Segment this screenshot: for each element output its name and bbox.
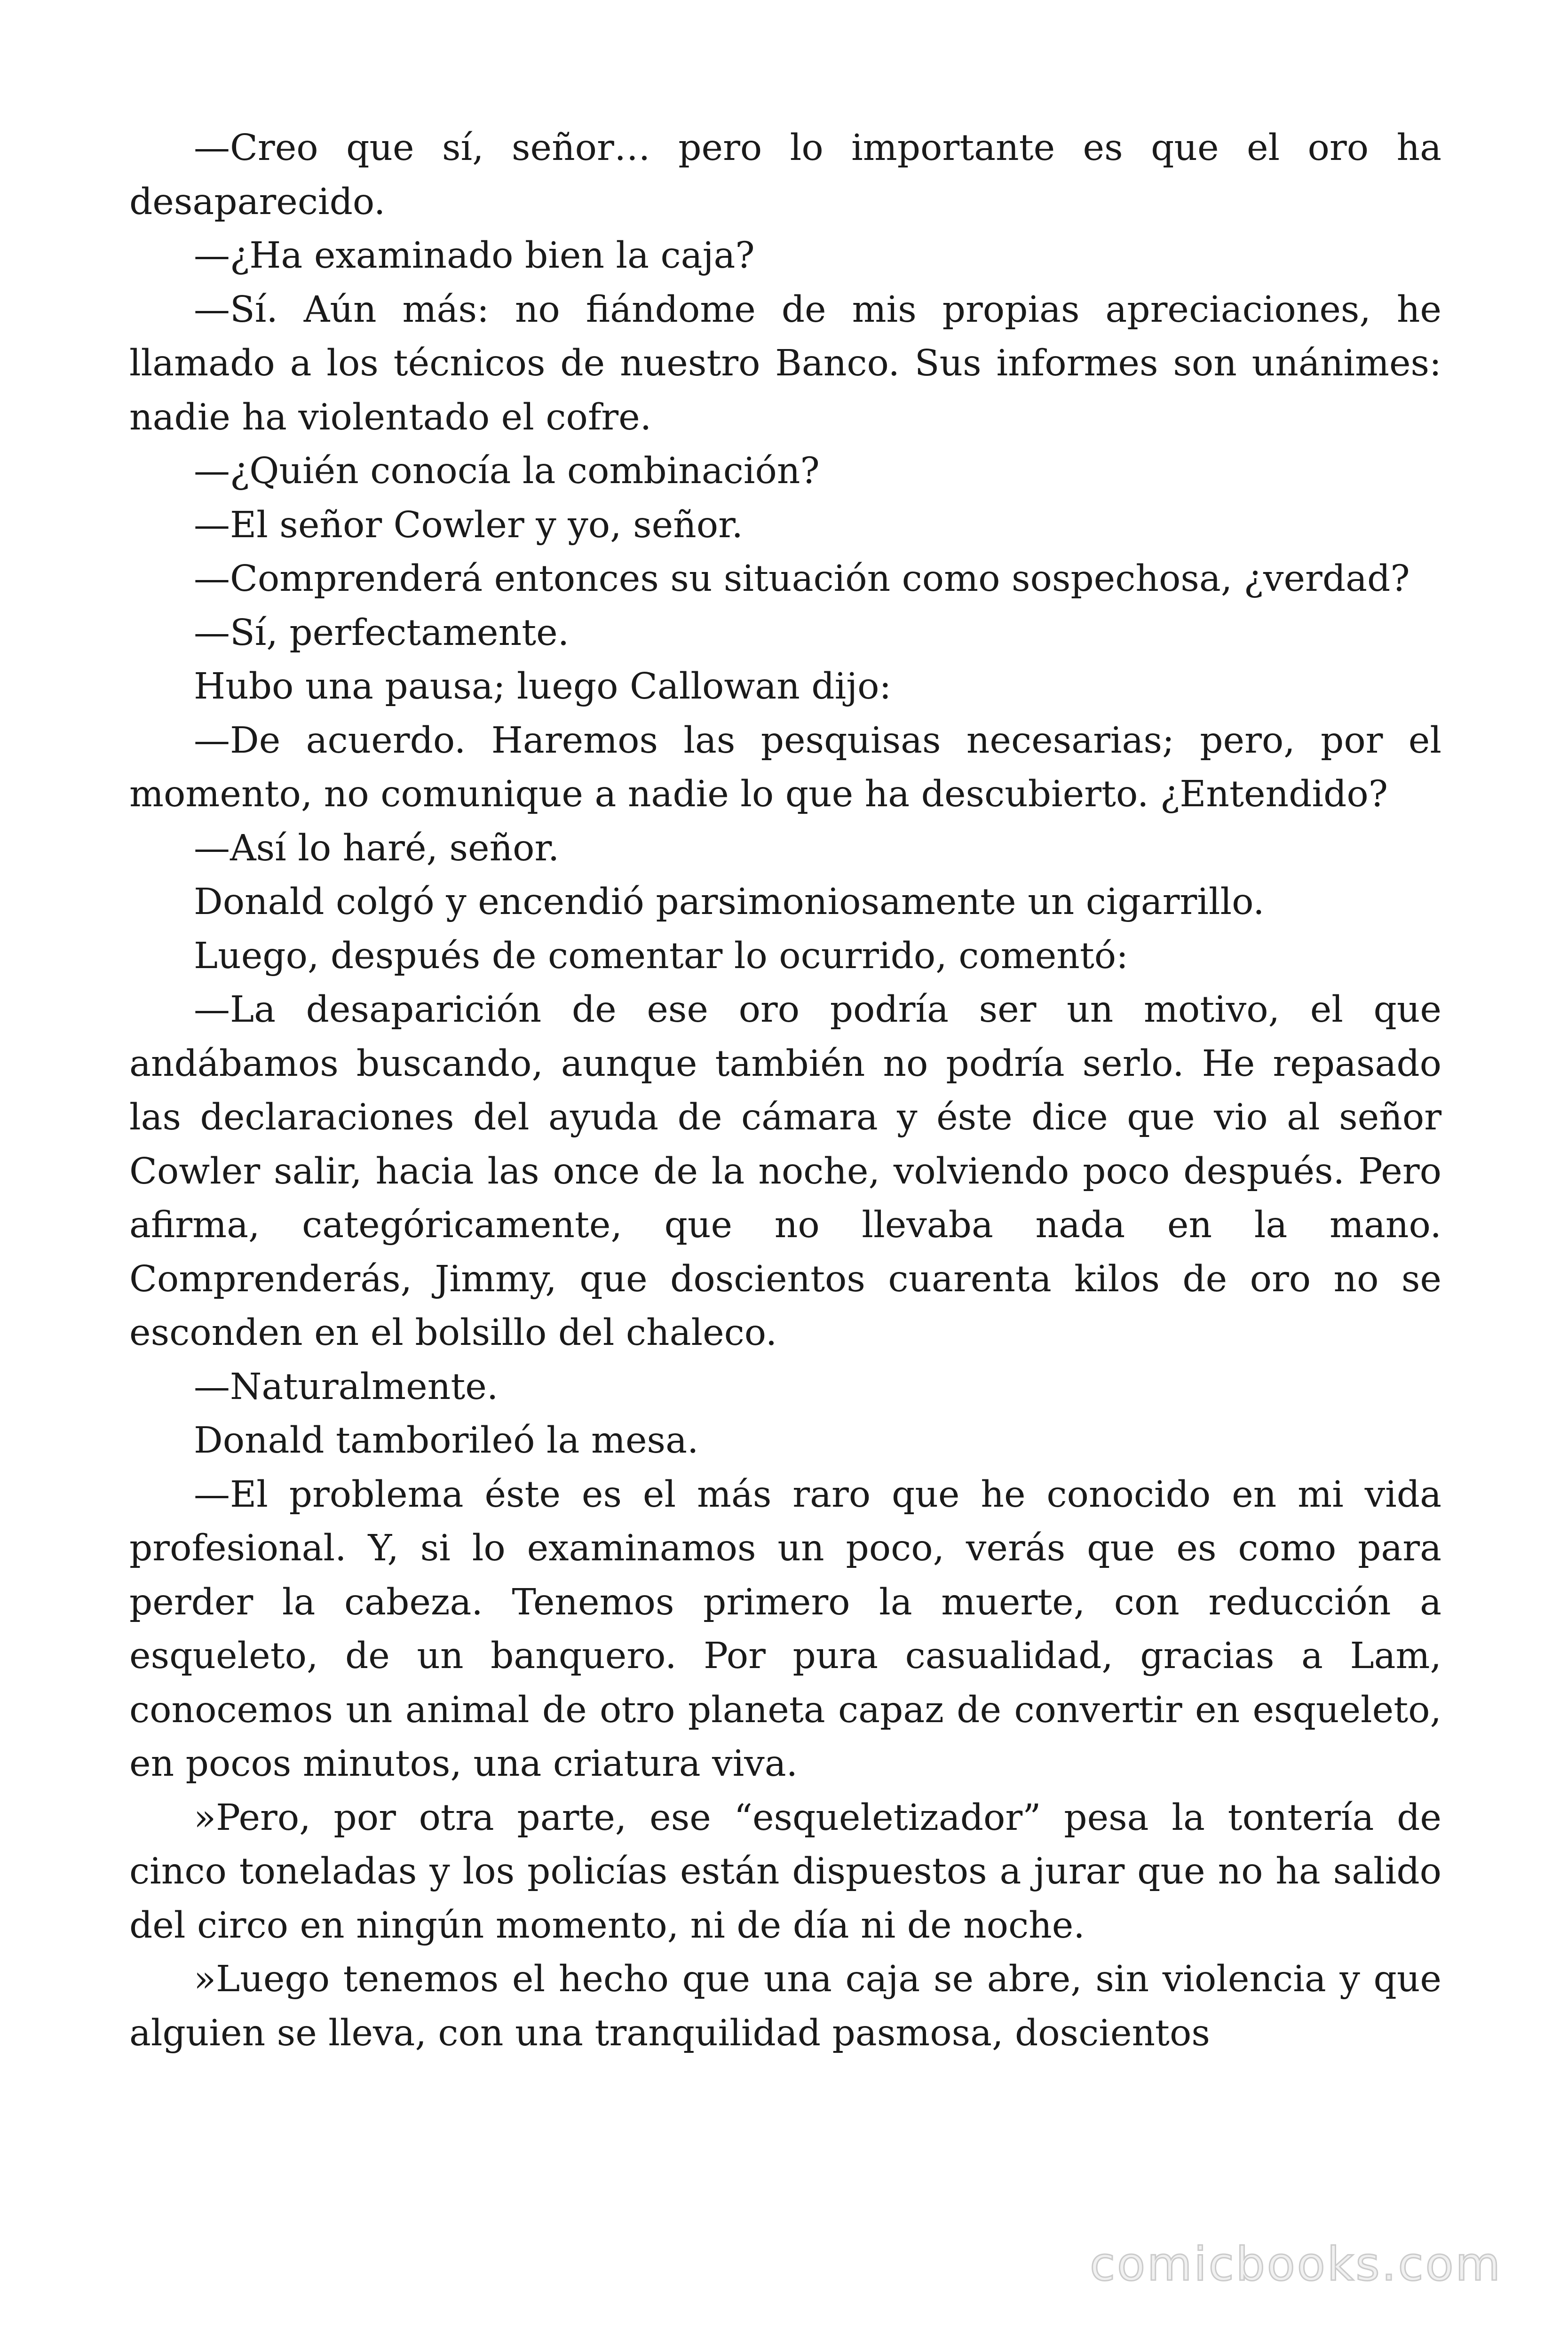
paragraph: Donald colgó y encendió parsimoniosamente un cigarrillo. [194, 881, 1265, 923]
watermark: comicbooks.com [1090, 2238, 1502, 2291]
paragraph: —El señor Cowler y yo, señor. [194, 504, 743, 546]
paragraph: —Sí. Aún más: no fiándome de mis propias apreciaciones, he llamado a los técnicos de nuestro Banco. Sus informes son unánimes: nadie ha violentado el cofre. [129, 288, 1441, 438]
paragraph: —Comprenderá entonces su situación como sospechosa, ¿verdad? [194, 558, 1410, 600]
paragraph: Hubo una pausa; luego Callowan dijo: [194, 666, 892, 707]
paragraph: Luego, después de comentar lo ocurrido, comentó: [194, 935, 1129, 977]
paragraph: —Naturalmente. [194, 1366, 499, 1408]
paragraph: »Luego tenemos el hecho que una caja se abre, sin violencia y que alguien se lleva, con una tranquilidad pasmosa, doscientos [129, 1958, 1441, 2054]
paragraph: —¿Ha examinado bien la caja? [194, 235, 755, 277]
document-page [129, 121, 1441, 2060]
paragraph: —Así lo haré, señor. [194, 827, 560, 869]
paragraph: »Pero, por otra parte, ese “esqueletizador” pesa la tontería de cinco toneladas y los policías están dispuestos a jurar que no ha salido del circo en ningún momento, ni de día ni de noche. [129, 1796, 1441, 1947]
paragraph: —La desaparición de ese oro podría ser un motivo, el que andábamos buscando, aunque también no podría serlo. He repasado las declaraciones del ayuda de cámara y éste dice que vio al señor Cowler salir, hacia las once de la noche, volviendo poco después. Pero afirma, categóricamente, que no llevaba nada en la mano. Comprenderás, Jimmy, que doscientos cuarenta kilos de oro no se esconden en el bolsillo del chaleco. [129, 989, 1441, 1354]
paragraph: —Creo que sí, señor… pero lo importante es que el oro ha desaparecido. [129, 127, 1441, 223]
paragraph: —Sí, perfectamente. [194, 612, 570, 654]
paragraph: —El problema éste es el más raro que he conocido en mi vida profesional. Y, si lo examinamos un poco, verás que es como para perder la cabeza. Tenemos primero la muerte, con reducción a esqueleto, de un banquero. Por pura casualidad, gracias a Lam, conocemos un animal de otro planeta capaz de convertir en esqueleto, en pocos minutos, una criatura viva. [129, 1473, 1441, 1785]
paragraph: —De acuerdo. Haremos las pesquisas necesarias; pero, por el momento, no comunique a nadie lo que ha descubierto. ¿Entendido? [129, 719, 1441, 815]
paragraph: —¿Quién conocía la combinación? [194, 450, 820, 492]
paragraph: Donald tamborileó la mesa. [194, 1420, 699, 1462]
